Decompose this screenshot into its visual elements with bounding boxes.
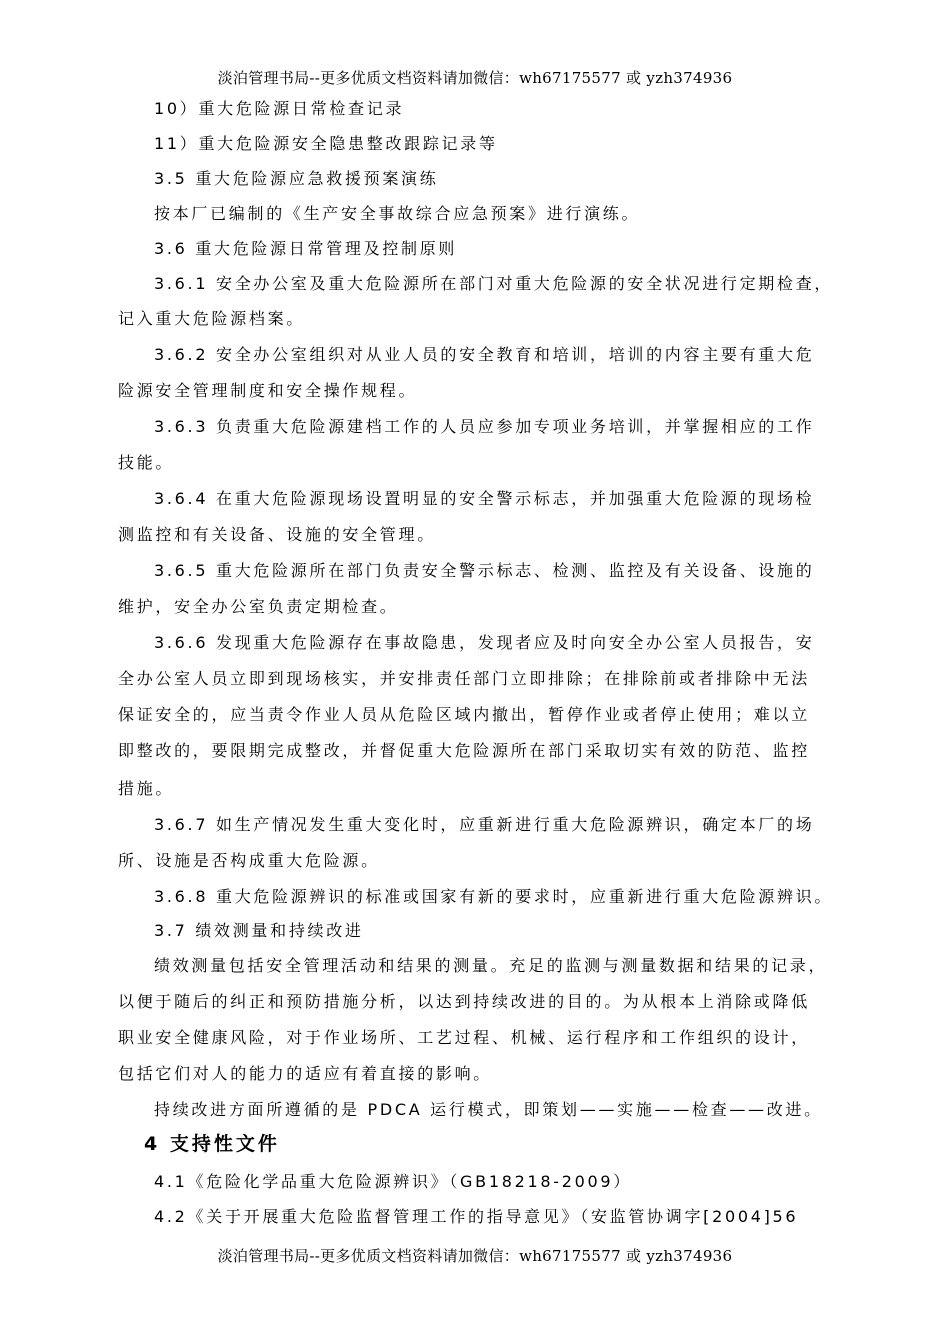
page-footer: 淡泊管理书局--更多优质文档资料请加微信：wh67175577 或 yzh374936 — [217, 1247, 733, 1265]
list-item-11: 11）重大危险源安全隐患整改跟踪记录等 — [154, 134, 498, 153]
paragraph-3-6-5-line: 维护，安全办公室负责定期检查。 — [118, 597, 399, 616]
paragraph-performance-line: 包括它们对人的能力的适应有着直接的影响。 — [118, 1064, 493, 1083]
paragraph-3-6-3-line: 技能。 — [118, 453, 175, 472]
section-heading-3-5: 3.5 重大危险源应急救援预案演练 — [154, 169, 439, 188]
section-heading-3-6: 3.6 重大危险源日常管理及控制原则 — [154, 239, 458, 258]
reference-4-1: 4.1《危险化学品重大危险源辨识》（GB18218-2009） — [154, 1172, 632, 1191]
paragraph-3-6-6-line: 保证安全的，应当责令作业人员从危险区域内撤出，暂停作业或者停止使用；难以立 — [118, 705, 810, 724]
paragraph-3-6-4-line: 测监控和有关设备、设施的安全管理。 — [118, 525, 436, 544]
paragraph-3-6-2-line: 3.6.2 安全办公室组织对从业人员的安全教育和培训，培训的内容主要有重大危 — [154, 345, 815, 364]
paragraph-3-6-7-line: 3.6.7 如生产情况发生重大变化时，应重新进行重大危险源辨识，确定本厂的场 — [154, 815, 815, 834]
paragraph-performance-line: 职业安全健康风险，对于作业场所、工艺过程、机械、运行程序和工作组织的设计， — [118, 1028, 810, 1047]
paragraph-3-6-6-line: 3.6.6 发现重大危险源存在事故隐患，发现者应及时向安全办公室人员报告，安 — [154, 633, 815, 652]
paragraph-pdca-line: 持续改进方面所遵循的是 PDCA 运行模式，即策划——实施——检查——改进。 — [154, 1100, 823, 1119]
paragraph-3-6-3-line: 3.6.3 负责重大危险源建档工作的人员应参加专项业务培训，并掌握相应的工作 — [154, 417, 815, 436]
paragraph-line: 按本厂已编制的《生产安全事故综合应急预案》进行演练。 — [154, 204, 641, 223]
section-heading-4: 4 支持性文件 — [144, 1133, 280, 1155]
paragraph-performance-line: 绩效测量包括安全管理活动和结果的测量。充足的监测与测量数据和结果的记录， — [154, 956, 828, 975]
paragraph-3-6-6-line: 全办公室人员立即到现场核实，并安排责任部门立即排除；在排除前或者排除中无法 — [118, 669, 810, 688]
reference-4-2: 4.2《关于开展重大危险监督管理工作的指导意见》（安监管协调字[2004]56 — [154, 1207, 799, 1226]
paragraph-3-6-7-line: 所、设施是否构成重大危险源。 — [118, 851, 380, 870]
paragraph-3-6-1-line: 3.6.1 安全办公室及重大危险源所在部门对重大危险源的安全状况进行定期检查， — [154, 274, 834, 293]
paragraph-3-6-8-line: 3.6.8 重大危险源辨识的标准或国家有新的要求时，应重新进行重大危险源辨识。 — [154, 887, 834, 906]
paragraph-3-6-6-line: 措施。 — [118, 779, 175, 798]
paragraph-3-6-1-line: 记入重大危险源档案。 — [118, 309, 306, 328]
page-header: 淡泊管理书局--更多优质文档资料请加微信：wh67175577 或 yzh374936 — [217, 69, 733, 87]
paragraph-3-6-6-line: 即整改的，要限期完成整改，并督促重大危险源所在部门采取切实有效的防范、监控 — [118, 741, 810, 760]
list-item-10: 10）重大危险源日常检查记录 — [154, 99, 405, 118]
paragraph-3-6-2-line: 险源安全管理制度和安全操作规程。 — [118, 381, 418, 400]
paragraph-3-6-5-line: 3.6.5 重大危险源所在部门负责安全警示标志、检测、监控及有关设备、设施的 — [154, 561, 815, 580]
paragraph-performance-line: 以便于随后的纠正和预防措施分析，以达到持续改进的目的。为从根本上消除或降低 — [118, 992, 810, 1011]
paragraph-3-6-4-line: 3.6.4 在重大危险源现场设置明显的安全警示标志，并加强重大危险源的现场检 — [154, 489, 815, 508]
section-heading-3-7: 3.7 绩效测量和持续改进 — [154, 921, 364, 940]
